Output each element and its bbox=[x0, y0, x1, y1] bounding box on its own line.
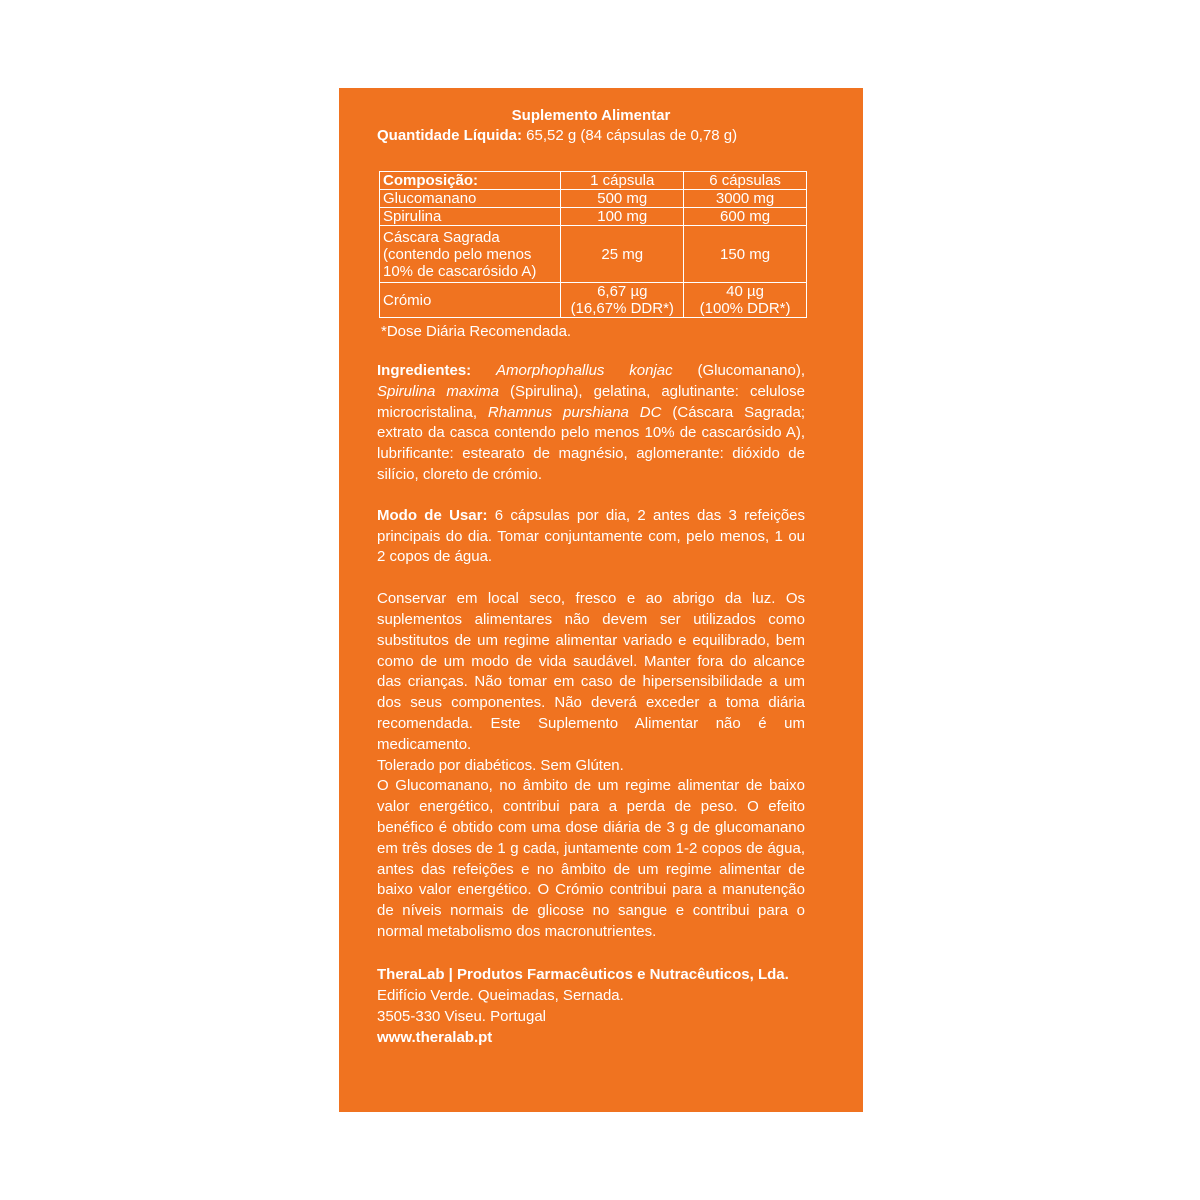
ingredient-name: Cáscara Sagrada (contendo pelo menos 10% de cascarósido A) bbox=[380, 226, 561, 283]
amount-one-capsule: 500 mg bbox=[561, 190, 684, 208]
company-address-line-1: Edifício Verde. Queimadas, Sernada. bbox=[377, 986, 624, 1004]
tolerance-note: Tolerado por diabéticos. Sem Glúten. bbox=[377, 756, 624, 774]
amount-one-capsule: 25 mg bbox=[561, 226, 684, 283]
composition-header: Composição: bbox=[380, 172, 561, 190]
ingredient-name: Glucomanano bbox=[380, 190, 561, 208]
amount-six-capsules: 600 mg bbox=[684, 208, 807, 226]
ingredient-latin-name: Spirulina maxima bbox=[377, 382, 499, 400]
storage-warnings: Conservar em local seco, fresco e ao abrigo da luz. Os suplementos alimentares não devem ser utilizados como substitutos de um regime alimentar variado e equilibrado, bem como de um modo de vida saudável. Manter fora do alcance das crianças. Não tomar em caso de hipersensibilidade a um dos seus componentes. Não deverá exceder a toma diária recomendada. Este Suplemento Alimentar não é um medicamento. bbox=[377, 590, 805, 753]
ingredient-latin-name: Amorphophallus konjac bbox=[496, 362, 673, 379]
table-row bbox=[380, 208, 807, 226]
amount-six-capsules: 40 µg (100% DDR*) bbox=[684, 283, 807, 318]
product-label-panel bbox=[339, 88, 863, 1112]
usage-paragraph bbox=[377, 506, 805, 568]
usage-label: Modo de Usar: bbox=[377, 506, 488, 524]
ingredients-text: (Glucomanano), bbox=[672, 362, 806, 379]
composition-table bbox=[379, 171, 807, 318]
company-address-line-2: 3505-330 Viseu. Portugal bbox=[377, 1007, 547, 1025]
company-name: TheraLab | Produtos Farmacêuticos e Nutracêuticos, Lda. bbox=[377, 965, 789, 983]
net-quantity-value: 65,52 g (84 cápsulas de 0,78 g) bbox=[522, 127, 738, 144]
ingredients-text: (Spirulina), gelatina, aglutinante: celulose microcristalina, bbox=[377, 382, 805, 421]
usage-text: 6 cápsulas por dia, 2 antes das 3 refeições principais do dia. Tomar conjuntamente com, pelo menos, 1 ou 2 copos de água. bbox=[377, 506, 805, 566]
ingredient-name: Crómio bbox=[380, 283, 561, 318]
label-content bbox=[377, 106, 805, 1048]
ingredient-latin-name: Rhamnus purshiana DC bbox=[487, 403, 662, 421]
amount-six-capsules: 3000 mg bbox=[684, 190, 807, 208]
table-row bbox=[380, 226, 807, 283]
ingredients-label: Ingredientes: bbox=[377, 362, 472, 379]
amount-one-capsule: 6,67 µg (16,67% DDR*) bbox=[561, 283, 684, 318]
company-website: www.theralab.pt bbox=[377, 1028, 493, 1046]
column-header-six-capsules: 6 cápsulas bbox=[684, 172, 807, 190]
amount-one-capsule: 100 mg bbox=[561, 208, 684, 226]
company-info bbox=[377, 964, 805, 1048]
net-quantity bbox=[377, 126, 805, 145]
composition-header-row bbox=[380, 172, 807, 190]
ingredients-paragraph bbox=[377, 361, 805, 486]
table-row bbox=[380, 190, 807, 208]
ingredient-name: Spirulina bbox=[380, 208, 561, 226]
table-footnote: *Dose Diária Recomendada. bbox=[381, 323, 572, 340]
health-claims: O Glucomanano, no âmbito de um regime alimentar de baixo valor energético, contribui para a perda de peso. O efeito benéfico é obtido com uma dose diária de 3 g de glucomanano em três doses de 1 g cada, juntamente com 1-2 copos de água, antes das refeições e no âmbito de um regime alimentar de baixo valor energético. O Crómio contribui para a manutenção de níveis normais de glicose no sangue e contribui para o normal metabolismo dos macronutrientes. bbox=[377, 777, 805, 940]
warnings-paragraph bbox=[377, 589, 805, 943]
ingredients-text: (Cáscara Sagrada; extrato da casca contendo pelo menos 10% de cascarósido A), lubrificante: estearato de magnésio, aglomerante: dióxido de silício, cloreto de crómio. bbox=[377, 403, 805, 483]
label-title: Suplemento Alimentar bbox=[511, 107, 671, 124]
column-header-one-capsule: 1 cápsula bbox=[561, 172, 684, 190]
table-row bbox=[380, 283, 807, 318]
net-quantity-label: Quantidade Líquida: bbox=[377, 127, 522, 144]
amount-six-capsules: 150 mg bbox=[684, 226, 807, 283]
